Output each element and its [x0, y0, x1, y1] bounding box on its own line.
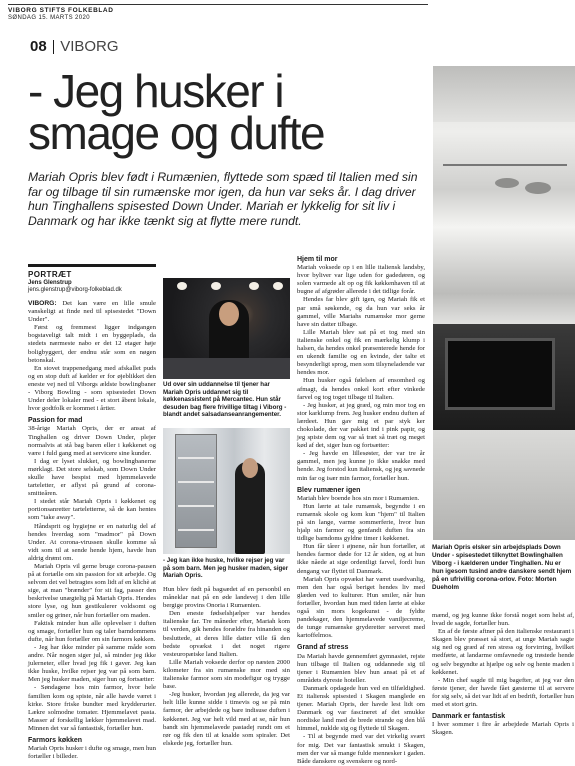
- photo-fridge-shape: [175, 434, 217, 548]
- paragraph: Mariah Opris opvækst har været usædvanlig, men den har også beriget hendes liv med glæden ved to kulturer. Hun smiler, når hun fortæller, hvordan hun med tiden lærte at elske også sin mors kogekunst - de fyldte pandekager, den hjemmelavede vaniljecreme, de tunge rumænske gryderetter serveret med kartoffelmos.: [297, 575, 425, 640]
- paragraph: En stovet trappenedgang med afskallet puds og en stop duft af kælder er for øjeblikket den eneste vej ned til Viborgs ældste bowlingbaner - Viborg Bowling - som spisestedet Down Under deler lokaler med - et stort åbent lokale, hvor godtfolk er kommet i årtier.: [28, 364, 156, 413]
- paragraph: Hun blev født på bagsædet af en personbil en måneklar nat på en øde landevej i den lille bergige provins Onoria i Rumænien.: [163, 586, 290, 610]
- masthead: [8, 4, 428, 21]
- paragraph: Mariah blev boende hos sin mor i Rumænien.: [297, 494, 420, 502]
- paragraph: Da Mariah havde gennemført gymnasiet, rejste hun tilbage til Italien og uddannede sig til tjener i Rumænien blev hun ansat på et af områdets dyreste hoteller.: [297, 652, 425, 684]
- section-name: VIBORG: [60, 38, 119, 55]
- photo-light-shape: [211, 282, 221, 290]
- kitchen-photo-caption: Mariah Opris elsker sin arbejdsplads Down Under - spisestedet tilknyttet Bowlinghallen Viborg - i kælderen under Tinghallen. Nu er hun igesom tusind andre danskere sendt hjem på en ufrivillig corona-orlov. Foto: Morten Dueholm: [432, 544, 572, 591]
- paragraph: 38-årige Mariah Opris, der er ansat af Tinghallen og driver Down Under, plejer normalvis at stå bag baren eller i køkkenet og være i fuld gang med at servicere sine kunder.: [28, 425, 156, 457]
- paragraph: - Søndagene hos min farmor, hvor hele familien kom og spiste, når alle havde været i kirke. Store friske bundter med krydderurter. Lækre solmodne tomater. Hjemmelavet pasta. Masser af forskellig lækker hjemmelavet mad. Minnen det var så fantastisk, fortæller hun.: [28, 684, 156, 732]
- headline: - Jeg husker i smage og dufte: [28, 65, 325, 159]
- lead-paragraph: Mariah Opris blev født i Rumænien, flyttede som spæd til Italien med sin far og tilbage til sin rumænske mor igen, da hun var seks år. I dag driver hun Tinghallens spisested Down Under. Mariah er lykkelig for sit liv i Danmark og har ikke tænkt sig at flytte mere rundt.: [28, 170, 418, 228]
- portrait-photo: [163, 278, 290, 379]
- paragraph: I dag er lyset slukket, og bowlingbanerne mørklagt. Det store selskab, som Down Under skulle have bespist med hjemmelavede tarteletter, er aflyst på grund af corona-smitteåren.: [28, 457, 156, 498]
- article-column-2: [163, 586, 290, 748]
- paragraph: Danmark opdagede hun ved en tilfældighed. Et italiensk spisested i Skagen manglede en tjener. Mariah Opris, der havde lest lidt om Danmark og var fascineret af det smukke nordiske land med de brede strande og den blå himmel, nuklde sig og flyttede til Skagen.: [297, 684, 425, 733]
- paragraph: Mariah voksede op i en lille italiensk landsby, hvor byliver var lige uden for gadedøren, og solen varmede alt op og fik køkkenhaven til at bugne af afgrøder allerede i det tidlige forår.: [297, 264, 425, 296]
- paragraph: Hendes far blev gift igen, og Mariah fik et par små søskende, og da hun var seks år gammel, ville Mariahs rumænske mor gerne have sin datter tilbage.: [297, 296, 425, 328]
- photo-shelf-shape: [178, 481, 214, 483]
- paragraph: I stedet står Mariah Opris i køkkenet og portionsanretter tarteletterne, så de kan hentes som "take away".: [28, 498, 156, 522]
- paragraph: -Jeg husker, hvordan jeg allerede, da jeg var helt lille kunne sidde i timevis og se på min farmor, der arbejdede og bare indisuse duften i køkkenet. Jeg var helt vild med at se, når hun bandt sin hjemmelavede pastadej rundt om et rør og fik den til at knalde som spiraler. Det elskede jeg, fortæller hun.: [163, 691, 290, 747]
- paragraph: Hun lærte at tale rumænsk, begyndte i en rumænsk skole og kom kun "hjem" til Italien på sin lange, varme sommerferie, hvor hun hjalp sin farmor og genfandt duften fra sin tidlige barndoms gyldne timer i køkkenet.: [297, 502, 425, 543]
- paragraph: I hver sommer i fire år arbejdede Mariah Opris i Skagen.: [432, 721, 574, 737]
- dateline: VIBORG:: [28, 300, 57, 307]
- photo-pan-shape: [525, 182, 551, 194]
- paragraph: Faktisk minder hun alle oplevelser i duften og smage, fortæller hun og taler barndommens dufte, når hun fortæller om sin farmors køkken.: [28, 619, 156, 643]
- paragraph: Hun får tårer i øjnene, når hun fortæller, at hendes farmor døde for 12 år siden, og at hun ikke nåede at sige ordentligt farvel, fordi hun dengang var flyttet til Danmark.: [297, 543, 425, 575]
- paragraph: - Jeg havde en lillesøster, der var tre år gammel, men jeg kunne jo ikke snakke med hende. Jeg forstod kun italiensk, og jeg savnede min far og især min farmor, fortæller hun.: [297, 450, 425, 482]
- photo-pan-shape: [495, 178, 519, 188]
- header-divider: [53, 40, 55, 54]
- page-header: [30, 38, 119, 55]
- photo-oven-door-shape: [445, 338, 555, 410]
- paragraph: Håndsprit og hygiejne er en naturlig del af hendes hverdag som "madmor" på Down Under. At corona-virussen skulle komme så vidt som til at sende hende hjem, havde hun aldrig drømt om.: [28, 522, 156, 562]
- portrait-photo-caption: Ud over sin uddannelse til tjener har Mariah Opris uddannet sig til køkkenassistent på Mercantec. Hun står desuden bag flere frivillige tiltag i Viborg - blandt andet salsadanseanrangementer.: [163, 381, 287, 419]
- paragraph: - Til at begynde med var det virkelig svært for mig. Det var fantastisk smukt i Skagen, men der var så mange fulde mennesker i gaden. Både danskere og svenskere og nord-: [297, 733, 425, 765]
- fridge-photo: [163, 428, 290, 554]
- article-column-3: [297, 256, 425, 766]
- subheading: Farmors køkken: [28, 736, 83, 744]
- subheading: Blev rumæner igen: [297, 486, 361, 494]
- photo-light-shape: [249, 282, 259, 290]
- photo-hood-shape: [433, 66, 575, 122]
- photo-face-shape: [242, 458, 258, 478]
- subheading: Grand af stress: [297, 644, 349, 652]
- paragraph: - Min chef sagde til mig bagefter, at jeg var den første tjener, der havde fået gæsterne til at servere for sig selv, så det var lidt af en bedrift, fortæller hun med et stort grin.: [432, 676, 574, 709]
- paragraph: Mariah Opris husker i dufte og smage, men hun fortæller i billeder.: [28, 745, 156, 761]
- author-name: Jens Glenstrup: [28, 280, 72, 286]
- paragraph: En af de første aftner på den italienske restaurant i Skagen blev præsset så stort, at unge Mariah sagte sig ned og græd af ren stress og forvirring, hvilket medførte, at landarme omfavnede og trøstede hende og selv begyndte at hjælpe og selv og hente maden i køkkenet.: [432, 628, 574, 676]
- paragraph: VIBORG: Det kan være en lille smule vanskeligt at finde ned til spisestedet "Down Under".: [28, 300, 157, 324]
- subheading: Passion for mad: [28, 417, 83, 425]
- photo-light-shape: [177, 282, 187, 290]
- paragraph: - Jeg husker, at jeg græd, og min mor tog en stor karklump frem. Jeg husker endnu duften af lærdeet. Hun gav mig et par styk ker chokolade, der var pakket ind i pink papir, og jeg spiste dem og var så træt så træt og meget kød af det, siger hun og fortsætter:: [297, 401, 425, 450]
- subheading: Danmark er fantastisk: [432, 713, 506, 721]
- photo-counter-shape: [433, 430, 575, 540]
- photo-light-shape: [273, 282, 283, 290]
- paragraph: Først og fremmest ligger indgangen bogstaveligt talt midt i en byggeplads, da stedets nærmeste nabo er det 12 etager høje boligbyggeri, der endnu står som en nøgen betonskal.: [28, 324, 156, 364]
- photo-shelf-shape: [178, 505, 214, 507]
- photo-table-shape: [163, 358, 290, 379]
- fridge-photo-caption: - Jeg kan ikke huske, hvilke rejser jeg var på som barn. Men jeg husker maden, siger Mariah Opris.: [163, 557, 289, 580]
- byline: [28, 280, 156, 294]
- paragraph: Lille Mariah blev sat på et tog med sin italienske onkel og fik en mærkelig klump i halsen, da hendes onkel præsenterede hende for en ukendt familie og en kvinde, der talte et besynderligt sprog, men som tilsyneladende var hendes mor.: [297, 328, 425, 377]
- article-column-4: [432, 612, 574, 737]
- article-column-1: [28, 300, 156, 761]
- kitchen-photo: [433, 66, 575, 540]
- issue-date: SØNDAG 15. MARTS 2020: [8, 15, 90, 21]
- paragraph: Hun husker også følelsen af ensomhed og afmagt, da hendes onkel kort efter vinkede farvel og tog toget tilbage til Italien.: [297, 377, 425, 401]
- photo-face-shape: [219, 302, 239, 326]
- newspaper-name: VIBORG STIFTS FOLKEBLAD: [8, 7, 114, 14]
- photo-shelf-shape: [178, 529, 214, 531]
- portrait-label: PORTRÆT: [28, 264, 156, 279]
- photo-oven-shape: [433, 324, 575, 430]
- paragraph: Lille Mariah voksede derfor op næsten 2000 kilometer fra sin rumænske mor med sin italienske farmor som sin modefigur og trygge base.: [163, 658, 290, 691]
- author-email[interactable]: jens.glenstrup@viborg-folkeblad.dk: [28, 287, 122, 294]
- photo-rack-shape: [443, 164, 567, 166]
- page-number: 08: [30, 38, 47, 55]
- photo-shelf-shape: [178, 457, 214, 459]
- paragraph: Mariah Opris vil gerne bruge corona-pausen på at fortælle om sin passion for sit arbejde. Og selvom det vel betragtes som lidt af en klichè at sige, at man "brænder" for sit fag, passer den beskrivelse unægtelig på Mariah Opris. Hendes store lyse, og hun gestikulerer voldsomt og smiler og griner, når hun fortæller om maden.: [28, 563, 156, 619]
- paragraph: - Jeg har ikke minder på samme måde som andre. Når nogen siger jul, så minder jeg ikke julerneter, eller hvad jeg fik i gaver. Jeg kan ikke huske, hvilke rejser jeg var på som barn. Men jeg husker maden, siger hun og fortsætter:: [28, 643, 156, 684]
- paragraph: mænd, og jeg kunne ikke forstå noget som helst af, hvad de sagde, fortæller hun.: [432, 612, 574, 628]
- paragraph: Den eneste fødselshjælper var hendes italienske far. Tre måneder efter, Mariah kom til verden, gik hendes forældre fra hinanden og besluttede, at deres lille datter ville få den bedste opvækst i det noget rigere vesteuropæiske land Italien.: [163, 610, 290, 658]
- subheading: Hjem til mor: [297, 256, 338, 263]
